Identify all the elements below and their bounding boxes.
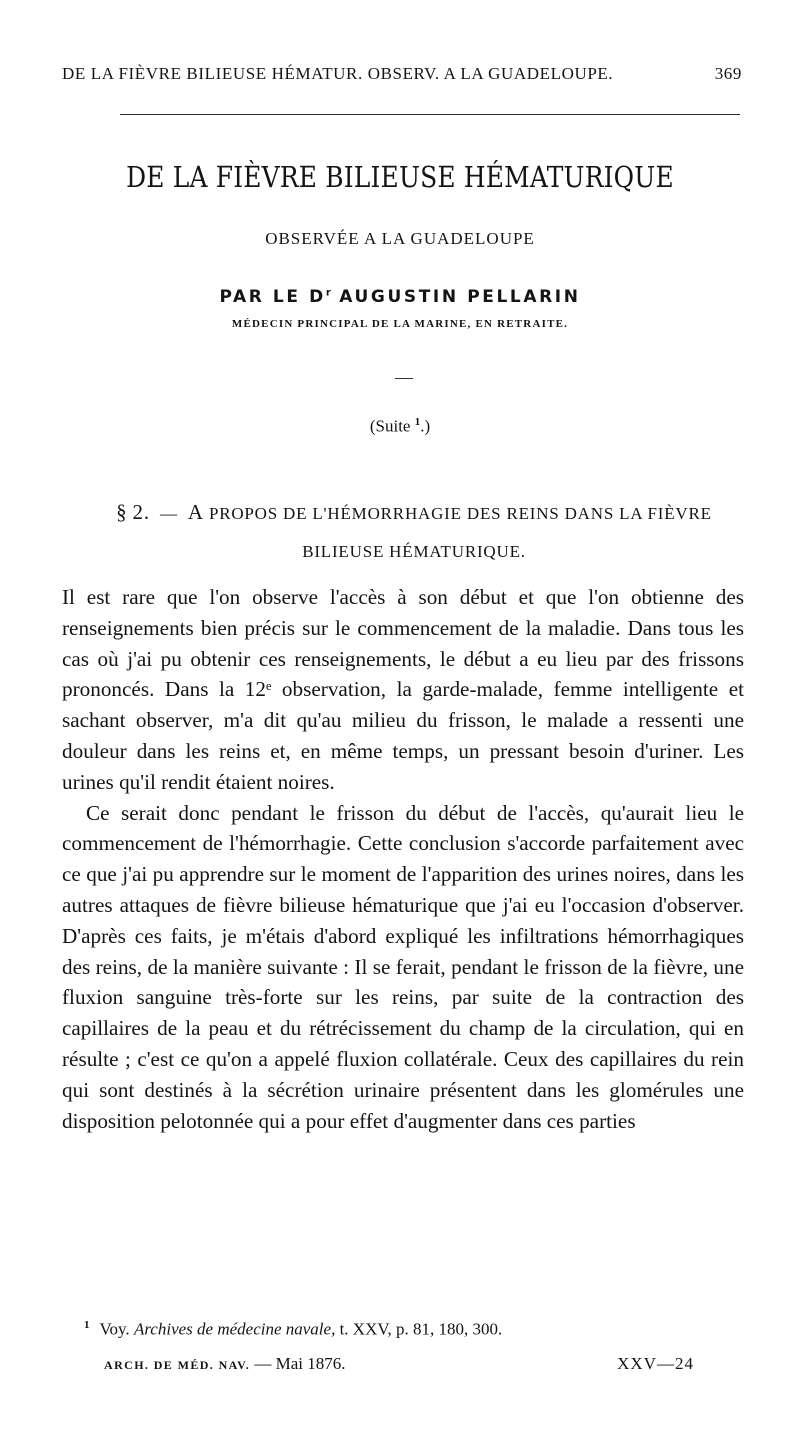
- page-number: 369: [714, 64, 742, 83]
- author-line: [0, 287, 800, 307]
- continuation-footnote-mark: 1: [414, 416, 421, 428]
- footnote-prefix: Voy.: [99, 1319, 130, 1339]
- section-dash: —: [160, 504, 178, 523]
- running-head-title: DE LA FIÈVRE BILIEUSE HÉMATUR. OBSERV. A LA GUADELOUPE.: [62, 64, 614, 83]
- author-affiliation: MÉDECIN PRINCIPAL DE LA MARINE, EN RETRAITE.: [231, 318, 569, 330]
- author-name: AUGUSTIN PELLARIN: [339, 287, 581, 307]
- section-heading-line2: BILIEUSE HÉMATURIQUE.: [302, 542, 526, 561]
- paragraph: Il est rare que l'on observe l'accès à son début et que l'on obtienne des renseignements bien précis sur le commencement de la maladie. Dans tous les cas où j'ai pu obtenir ces renseignements, le début a eu lieu par des frissons prononcés. Dans la 12ᵉ observation, la garde-malade, femme intelligente et sachant observer, m'a dit qu'au milieu du frisson, le malade a ressenti une douleur dans les reins et, en même temps, un pressant besoin d'uriner. Les urines qu'il rendit étaient noires.: [62, 585, 744, 794]
- footer-journal: ARCH. DE MÉD. NAV.: [104, 1358, 251, 1372]
- footer-citation: [104, 1354, 346, 1374]
- paragraph: Ce serait donc pendant le frisson du début de l'accès, qu'aurait lieu le commencement de l'hémorrhagie. Cette conclusion s'accorde parfaitement avec ce que j'ai pu apprendre sur le moment de l'apparition des urines noires, dans les autres attaques de fièvre bilieuse hématurique que j'ai eu l'occasion d'observer. D'après ces faits, je m'étais d'abord expliqué les infiltrations hémorrhagiques des reins, de la manière suivante : Il se ferait, pendant le frisson de la fièvre, une fluxion sanguine très-forte sur les reins, par suite de la contraction des capillaires de la peau et du rétrécissement du champ de la circulation, qui en résulte ; c'est ce qu'on a appelé fluxion collatérale. Ceux des capillaires du rein qui sont destinés à la sécrétion urinaire présentent dans les glomérules une disposition pelotonnée qui a pour effet d'augmenter dans ces parties: [62, 800, 744, 1133]
- section-heading-initial: A: [187, 500, 204, 524]
- running-head: [62, 64, 742, 84]
- continuation-end: .): [420, 416, 431, 436]
- article-subtitle: OBSERVÉE A LA GUADELOUPE: [265, 229, 535, 248]
- footnote-journal: Archives de médecine navale,: [133, 1319, 336, 1339]
- author-title-sup: r: [325, 287, 331, 299]
- continuation-text: (Suite: [369, 416, 411, 436]
- article-title: DE LA FIÈVRE BILIEUSE HÉMATURIQUE: [126, 160, 674, 194]
- continuation-note: [0, 416, 800, 437]
- author-prefix: PAR LE D: [219, 287, 326, 307]
- section-heading: [84, 493, 744, 571]
- body-text: [62, 582, 744, 1136]
- footer-date: Mai 1876.: [275, 1354, 346, 1373]
- footnote-ref: t. XXV, p. 81, 180, 300.: [339, 1319, 503, 1339]
- footnote-mark: 1: [84, 1319, 90, 1331]
- header-rule: [120, 114, 740, 115]
- footer-dash: —: [254, 1354, 272, 1373]
- footnote: [84, 1319, 744, 1340]
- separator-dash: [395, 378, 413, 379]
- page-footer: [104, 1354, 694, 1374]
- section-heading-line1: PROPOS DE L'HÉMORRHAGIE DES REINS DANS LA FIÈVRE: [208, 504, 712, 523]
- section-symbol: §: [116, 500, 128, 524]
- signature-mark: XXV—24: [617, 1354, 694, 1373]
- section-number: 2.: [132, 500, 150, 524]
